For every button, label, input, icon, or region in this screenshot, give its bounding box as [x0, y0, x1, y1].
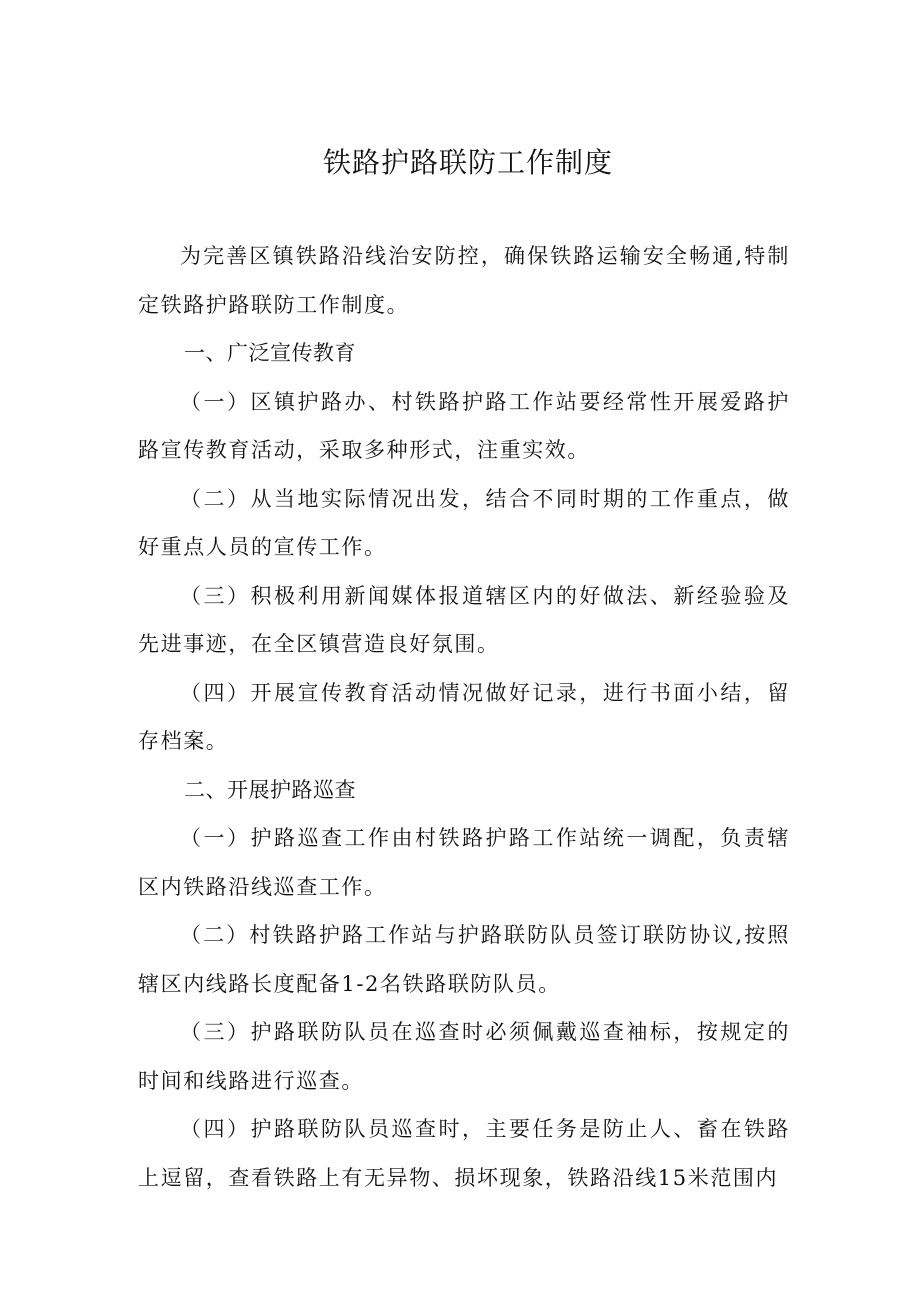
- section-2-item-4: （四）护路联防队员巡查时，主要任务是防止人、畜在铁路上逗留，查看铁路上有无异物、损坏现象，铁路沿线15米范围内: [138, 1117, 790, 1190]
- section-heading-2: 二、开展护路巡查: [184, 777, 356, 802]
- intro-paragraph: 为完善区镇铁路沿线治安防控，确保铁路运输安全畅通,特制定铁路护路联防工作制度。: [138, 244, 790, 317]
- document-title: 铁路护路联防工作制度: [322, 146, 613, 179]
- section-2-item-1: （一）护路巡查工作由村铁路护路工作站统一调配，负责辖区内铁路沿线巡查工作。: [138, 826, 790, 899]
- section-1-item-2: （二）从当地实际情况出发，结合不同时期的工作重点，做好重点人员的宣传工作。: [138, 486, 790, 559]
- section-1-item-1: （一）区镇护路办、村铁路护路工作站要经常性开展爱路护路宣传教育活动，采取多种形式，注重实效。: [138, 389, 790, 462]
- section-2-item-2: （二）村铁路护路工作站与护路联防队员签订联防协议,按照辖区内线路长度配备1-2名铁路联防队员。: [138, 923, 790, 996]
- section-1-item-3: （三）积极利用新闻媒体报道辖区内的好做法、新经验验及先进事迹，在全区镇营造良好氛围。: [138, 583, 790, 656]
- section-heading-1: 一、广泛宣传教育: [184, 341, 356, 365]
- section-1-item-4: （四）开展宣传教育活动情况做好记录，进行书面小结，留存档案。: [138, 680, 790, 753]
- section-2-item-3: （三）护路联防队员在巡查时必须佩戴巡查袖标，按规定的时间和线路进行巡查。: [138, 1020, 790, 1093]
